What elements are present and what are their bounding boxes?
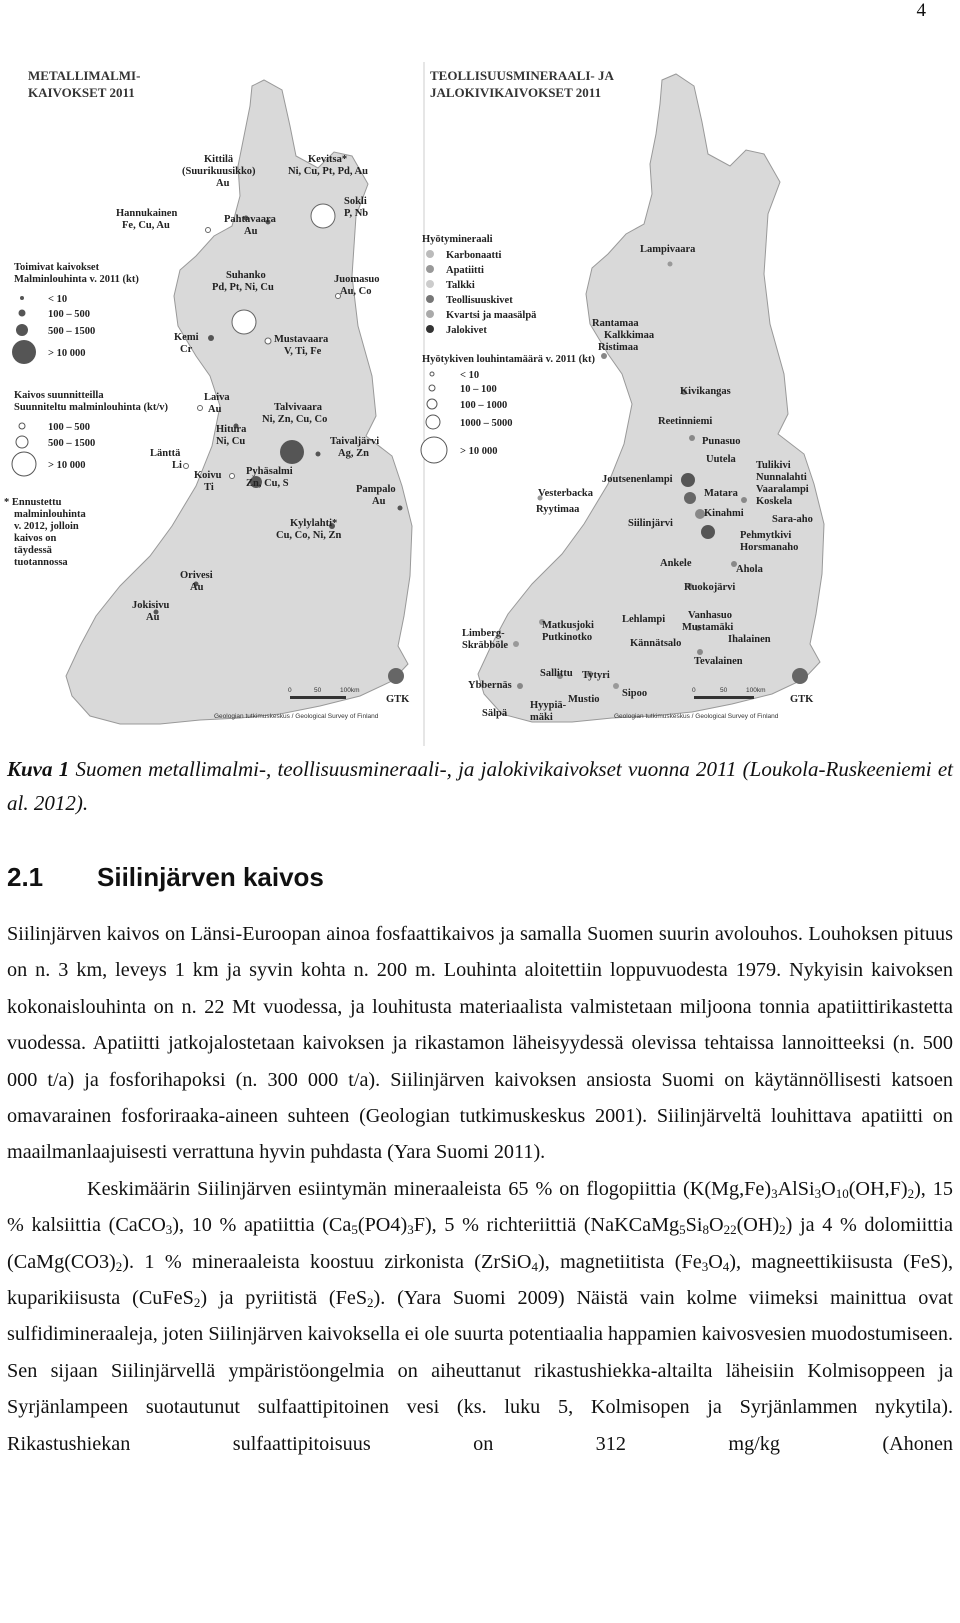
label-tulikivi-4: Koskela <box>756 496 793 507</box>
marker-limberg <box>513 641 519 647</box>
legend-volume-class-3: 100 – 1000 <box>460 400 508 411</box>
legend-swatch-teollisuuskivet <box>426 295 434 303</box>
right-map-title-line2: JALOKIVIKAIVOKSET 2011 <box>430 85 602 100</box>
label-orivesi-2: Au <box>190 582 204 593</box>
caption-label: Kuva 1 <box>7 757 70 781</box>
label-hitura-2: Ni, Cu <box>216 436 246 447</box>
label-hannukainen-2: Fe, Cu, Au <box>122 220 170 231</box>
label-pahtavaara-2: Au <box>244 226 258 237</box>
label-matkusjoki-2: Putkinotko <box>542 632 593 643</box>
p2-text: ), magnetiitista (Fe <box>538 1250 702 1273</box>
p2-text: F), 5 % richteriittiä (NaKCaMg <box>413 1214 680 1237</box>
label-lantta-2: Li <box>172 460 182 471</box>
label-jokisivu-1: Jokisivu <box>132 600 170 611</box>
legend-vol-3 <box>427 399 437 409</box>
label-ryytimaa: Ryytimaa <box>536 504 580 515</box>
section-number: 2.1 <box>7 862 44 892</box>
p2-sub: 8 <box>702 1222 709 1238</box>
legend-note-2: malminlouhinta <box>14 509 86 520</box>
label-laiva-2: Au <box>208 404 222 415</box>
label-pampalo-1: Pampalo <box>356 484 396 495</box>
legend-planned-class-3: > 10 000 <box>48 460 86 471</box>
credit-left: Geologian tutkimuskeskus / Geological Survey of Finland <box>214 713 379 720</box>
marker-kemi <box>208 335 214 341</box>
marker-laiva <box>198 406 203 411</box>
legend-dot-m <box>16 324 28 336</box>
p2-sub: 5 <box>351 1222 358 1238</box>
label-kinahmi: Kinahmi <box>704 508 744 519</box>
label-suhanko-2: Pd, Pt, Ni, Cu <box>212 282 274 293</box>
section-title: Siilinjärven kaivos <box>97 862 324 892</box>
marker-suhanko <box>232 310 256 334</box>
gtk-logo-left: GTK <box>386 694 410 705</box>
label-laiva-1: Laiva <box>204 392 230 403</box>
label-ruokojarvi: Ruokojärvi <box>684 582 736 593</box>
p2-text: ), 10 % apatiittia (Ca <box>172 1214 352 1237</box>
label-sipoo: Sipoo <box>622 688 648 699</box>
label-rantamaa-3: Ristimaa <box>598 342 639 353</box>
legend-planned-title-1: Kaivos suunnitteilla <box>14 390 104 401</box>
label-vesterbacka: Vesterbacka <box>538 488 594 499</box>
label-rantamaa-1: Rantamaa <box>592 318 639 329</box>
label-matara: Matara <box>704 488 738 499</box>
label-tulikivi-2: Nunnalahti <box>756 472 807 483</box>
maps-svg <box>0 56 960 748</box>
p2-text: O <box>708 1250 723 1273</box>
p2-sub: 4 <box>531 1258 538 1274</box>
label-kannatsalo: Kännätsalo <box>630 638 682 649</box>
label-limberg-1: Limberg- <box>462 628 505 639</box>
label-uutela: Uutela <box>706 454 736 465</box>
p2-text: (OH) <box>736 1214 780 1237</box>
marker-koivu <box>230 474 235 479</box>
label-punasuo: Punasuo <box>702 436 741 447</box>
p2-sub: 4 <box>722 1258 730 1274</box>
legend-mineral-6: Jalokivet <box>446 325 487 336</box>
label-tytyri: Tytyri <box>582 670 610 681</box>
label-limberg-2: Skräbböle <box>462 640 509 651</box>
p2-text: ). 1 % mineraaleista koostuu zirkonista (ZrSiO <box>122 1250 532 1273</box>
scale-right-0: 0 <box>692 687 696 694</box>
paragraph-1: Siilinjärven kaivos on Länsi-Euroopan ainoa fosfaattikaivos ja samalla Suomen suurin avolouhos. Louhoksen pituus on n. 3 km, leveys 1 km ja syvin kohta n. 200 m. Louhinta aloitettiin loppuvuodesta 1979. Nykyisin kaivoksen kokonaislouhinta on n. 22 Mt vuodessa, ja louhitusta materiaalista valmistetaan miljoona tonnia apatiittirikastetta vuodessa. Apatiitti jatkojalostetaan kaivoksen ja rikastamon läheisyydessä olevissa tehtaissa lannoitteeksi (n. 500 000 t/a) ja fosforihapoksi (n. 300 000 t/a). Siilinjärven kaivoksen ansiosta Suomi on käytännöllisesti katsoen omavarainen fosforiraaka-aineen suhteen (Geologian tutkimuskeskus 2001). Siilinjärveltä louhittava apatiitti on maailmanlaajuisesti verrattuna hyvin puhdasta (Yara Suomi 2011). <box>7 923 953 1164</box>
p2-sub: 2 <box>907 1185 915 1201</box>
label-lantta-1: Länttä <box>150 448 181 459</box>
label-siilinjarvi: Siilinjärvi <box>628 518 673 529</box>
p2-text: ), magneettikiisusta (FeS), kuparikiisusta (CuFeS <box>7 1250 953 1310</box>
label-talvivaara-2: Ni, Zn, Cu, Co <box>262 414 328 425</box>
p2-text: Keskimäärin Siilinjärven esiintymän mineraaleista 65 % on flogopiittia (K(Mg,Fe) <box>87 1177 772 1200</box>
legend-open-dot-s <box>19 423 25 429</box>
label-reetinniemi: Reetinniemi <box>658 416 713 427</box>
marker-mustavaara <box>265 338 271 344</box>
label-lampivaara: Lampivaara <box>640 244 696 255</box>
label-juomasuo-2: Au, Co <box>340 286 372 297</box>
legend-operating-title-1: Toimivat kaivokset <box>14 262 100 273</box>
p2-sub: 2 <box>779 1222 786 1238</box>
p2-text: ). (Yara Suomi 2009) Näistä vain kolme viimeksi mainittua ovat sulfidimineraaleja, joten Siilinjärven kaivoksella ei ole suurta potentiaalia happamien kaivosvesien muodostumiseen. Sen sijaan Siilinjärvellä ympäristöongelmia on aiheuttanut rikastushiekka-altailta läheisiin Kolmisoppeen ja Syrjänlampeen suotautunut sulfaattipitoinen vesi (ks. luku 5, Kolmisopen ja Syrjänlammen nykytila). Rikastushiekan sulfaattipitoisuus on 312 mg/kg (Ahonen <box>7 1287 953 1455</box>
legend-note-4: kaivos on <box>14 533 57 544</box>
marker-rantamaa <box>601 353 607 359</box>
label-kittila-2: (Suurikuusikko) <box>182 166 256 177</box>
label-vanhasuo-2: Mustamäki <box>682 622 734 633</box>
marker-punasuo <box>689 435 695 441</box>
label-vanhasuo-1: Vanhasuo <box>688 610 732 621</box>
scale-right-50: 50 <box>720 687 728 694</box>
label-juomasuo-1: Juomasuo <box>334 274 380 285</box>
legend-note-3: v. 2012, jolloin <box>14 521 79 532</box>
scale-left-100: 100km <box>340 687 360 694</box>
label-pehmytkivi-1: Pehmytkivi <box>740 530 792 541</box>
legend-volume-class-1: < 10 <box>460 370 480 381</box>
legend-vol-1 <box>430 372 434 376</box>
marker-joutsenenlampi <box>681 473 695 487</box>
label-pehmytkivi-2: Horsmanaho <box>740 542 799 553</box>
marker-tevalainen <box>697 649 703 655</box>
left-map-title-line2: KAIVOKSET 2011 <box>28 85 135 100</box>
label-pyhasalmi-1: Pyhäsalmi <box>246 466 293 477</box>
marker-ybbernas <box>517 683 523 689</box>
p2-text: Si <box>685 1214 703 1237</box>
p2-text: ) ja 4 % dolomiittia (CaMg(CO3) <box>7 1214 953 1273</box>
legend-mineral-3: Talkki <box>446 280 475 291</box>
legend-vol-5 <box>421 437 447 463</box>
label-kylylahti-2: Cu, Co, Ni, Zn <box>276 530 342 541</box>
legend-mineral-2: Apatiitti <box>446 265 484 276</box>
p2-sub: 3 <box>814 1185 822 1201</box>
section-heading <box>7 862 324 893</box>
label-koivu-1: Koivu <box>194 470 222 481</box>
label-kemi-1: Kemi <box>174 332 199 343</box>
label-tulikivi-1: Tulikivi <box>756 460 791 471</box>
marker-sipoo <box>613 683 619 689</box>
legend-mineral-5: Kvartsi ja maasälpä <box>446 310 537 321</box>
legend-volume-class-4: 1000 – 5000 <box>460 418 513 429</box>
marker-tulikivi <box>741 497 747 503</box>
label-orivesi-1: Orivesi <box>180 570 213 581</box>
label-kevitsa-2: Ni, Cu, Pt, Pd, Au <box>288 166 368 177</box>
label-ankele: Ankele <box>660 558 692 569</box>
label-sokli-1: Sokli <box>344 196 367 207</box>
p2-sub: 3 <box>407 1222 414 1238</box>
label-taivaljarvi-1: Taivaljärvi <box>330 436 380 447</box>
paragraph-2 <box>7 1171 953 1462</box>
scale-bar-left <box>290 696 346 699</box>
label-pyhasalmi-2: Zn, Cu, S <box>246 478 289 489</box>
legend-operating-title-2: Malminlouhinta v. 2011 (kt) <box>14 274 139 285</box>
legend-swatch-kvartsi <box>426 310 434 318</box>
right-map-title-line1: TEOLLISUUSMINERAALI- JA <box>430 68 614 83</box>
label-joutsenenlampi: Joutsenenlampi <box>602 474 673 485</box>
label-kemi-2: Cr <box>180 344 193 355</box>
label-kylylahti-1: Kylylahti* <box>290 518 338 529</box>
figure-mine-maps <box>0 56 960 748</box>
p2-text: ), 15 % kalsiittia (CaCO <box>7 1177 953 1237</box>
marker-lampivaara <box>668 262 673 267</box>
legend-operating-class-4: > 10 000 <box>48 348 86 359</box>
label-sallittu: Sallittu <box>540 668 573 679</box>
scale-left-0: 0 <box>288 687 292 694</box>
p2-sub: 3 <box>165 1222 173 1238</box>
label-mustavaara-1: Mustavaara <box>274 334 329 345</box>
label-mustio: Mustio <box>568 694 600 705</box>
credit-right: Geologian tutkimuskeskus / Geological Survey of Finland <box>614 713 779 720</box>
marker-talvivaara <box>280 440 304 464</box>
marker-lantta <box>184 464 189 469</box>
p2-text: (OH,F) <box>848 1177 908 1200</box>
legend-operating-class-1: < 10 <box>48 294 68 305</box>
legend-dot-s <box>19 310 26 317</box>
legend-planned-class-1: 100 – 500 <box>48 422 90 433</box>
label-hitura-1: Hitura <box>216 424 247 435</box>
label-tulikivi-3: Vaaralampi <box>756 484 809 495</box>
legend-volume-class-5: > 10 000 <box>460 446 498 457</box>
label-ihalainen: Ihalainen <box>728 634 771 645</box>
label-suhanko-1: Suhanko <box>226 270 266 281</box>
label-salpa: Sälpä <box>482 708 508 719</box>
label-tevalainen: Tevalainen <box>694 656 743 667</box>
marker-sokli <box>311 204 335 228</box>
label-hannukainen-1: Hannukainen <box>116 208 178 219</box>
legend-dot-xs <box>20 296 24 300</box>
label-kivikangas: Kivikangas <box>680 386 731 397</box>
legend-mineral-title: Hyötymineraali <box>422 234 493 245</box>
legend-note-6: tuotannossa <box>14 557 68 568</box>
legend-note-1: * Ennustettu <box>4 497 62 508</box>
marker-pehmytkivi <box>701 525 715 539</box>
legend-swatch-karbonaatti <box>426 250 434 258</box>
label-kittila-1: Kittilä <box>204 154 234 165</box>
marker-pampalo <box>398 506 403 511</box>
legend-volume-title: Hyötykiven louhintamäärä v. 2011 (kt) <box>422 354 595 365</box>
legend-open-dot-m <box>16 436 28 448</box>
p2-sub: 2 <box>115 1258 123 1274</box>
scale-left-50: 50 <box>314 687 322 694</box>
legend-vol-2 <box>429 385 435 391</box>
legend-swatch-jalokivet <box>426 325 434 333</box>
p2-sub: 2 <box>367 1295 374 1311</box>
label-kittila-3: Au <box>216 178 230 189</box>
label-ahola: Ahola <box>736 564 763 575</box>
label-koivu-2: Ti <box>204 482 214 493</box>
label-mustavaara-2: V, Ti, Fe <box>284 346 322 357</box>
gtk-logo-right-icon <box>792 668 808 684</box>
label-lehlampi: Lehlampi <box>622 614 666 625</box>
label-jokisivu-2: Au <box>146 612 160 623</box>
label-ybbernas: Ybbernäs <box>468 680 512 691</box>
body-text <box>7 916 953 1462</box>
p2-text: O <box>821 1177 836 1200</box>
legend-swatch-apatiitti <box>426 265 434 273</box>
legend-vol-4 <box>426 415 440 429</box>
legend-note-5: täydessä <box>14 545 52 556</box>
legend-planned-class-2: 500 – 1500 <box>48 438 96 449</box>
label-sara-aho: Sara-aho <box>772 514 813 525</box>
label-hyypiamaki-1: Hyypiä- <box>530 700 567 711</box>
p2-sub: 22 <box>723 1222 737 1238</box>
legend-mineral-4: Teollisuuskivet <box>446 295 513 306</box>
marker-taivaljarvi <box>316 452 321 457</box>
caption-text: Suomen metallimalmi-, teollisuusmineraali-, ja jalokivikaivokset vuonna 2011 (Loukola-Ruskeeniemi et al. 2012). <box>7 757 954 815</box>
label-talvivaara-1: Talvivaara <box>274 402 323 413</box>
legend-swatch-talkki <box>426 280 434 288</box>
legend-volume-class-2: 10 – 100 <box>460 384 497 395</box>
label-rantamaa-2: Kalkkimaa <box>604 330 655 341</box>
p2-sub: 3 <box>701 1258 709 1274</box>
p2-text: AlSi <box>777 1177 815 1200</box>
scale-bar-right <box>694 696 754 699</box>
figure-caption <box>7 752 953 820</box>
label-pampalo-2: Au <box>372 496 386 507</box>
p2-text: (PO4) <box>357 1214 408 1237</box>
legend-open-dot-l <box>12 452 36 476</box>
scale-right-100: 100km <box>746 687 766 694</box>
page-number: 4 <box>916 0 926 21</box>
p2-sub: 5 <box>679 1222 686 1238</box>
marker-siilinjarvi <box>684 492 696 504</box>
label-taivaljarvi-2: Ag, Zn <box>338 448 369 459</box>
label-sokli-2: P, Nb <box>344 208 369 219</box>
legend-operating-class-2: 100 – 500 <box>48 309 90 320</box>
p2-text: ) ja pyriitistä (FeS <box>200 1287 368 1310</box>
legend-planned-title-2: Suunniteltu malminlouhinta (kt/v) <box>14 402 169 413</box>
p2-text: O <box>708 1214 724 1237</box>
legend-operating-class-3: 500 – 1500 <box>48 326 96 337</box>
legend-dot-l <box>12 340 36 364</box>
legend-mineral-1: Karbonaatti <box>446 250 502 261</box>
p2-sub: 2 <box>193 1295 201 1311</box>
gtk-logo-right: GTK <box>790 694 814 705</box>
label-hyypiamaki-2: mäki <box>530 712 553 723</box>
left-map-title-line1: METALLIMALMI- <box>28 68 141 83</box>
marker-hannukainen <box>206 228 211 233</box>
p2-sub: 10 <box>835 1185 849 1201</box>
p2-sub: 3 <box>771 1185 778 1201</box>
label-kevitsa-1: Kevitsa* <box>308 154 348 165</box>
gtk-logo-left-icon <box>388 668 404 684</box>
label-matkusjoki-1: Matkusjoki <box>542 620 594 631</box>
label-pahtavaara-1: Pahtavaara <box>224 214 276 225</box>
